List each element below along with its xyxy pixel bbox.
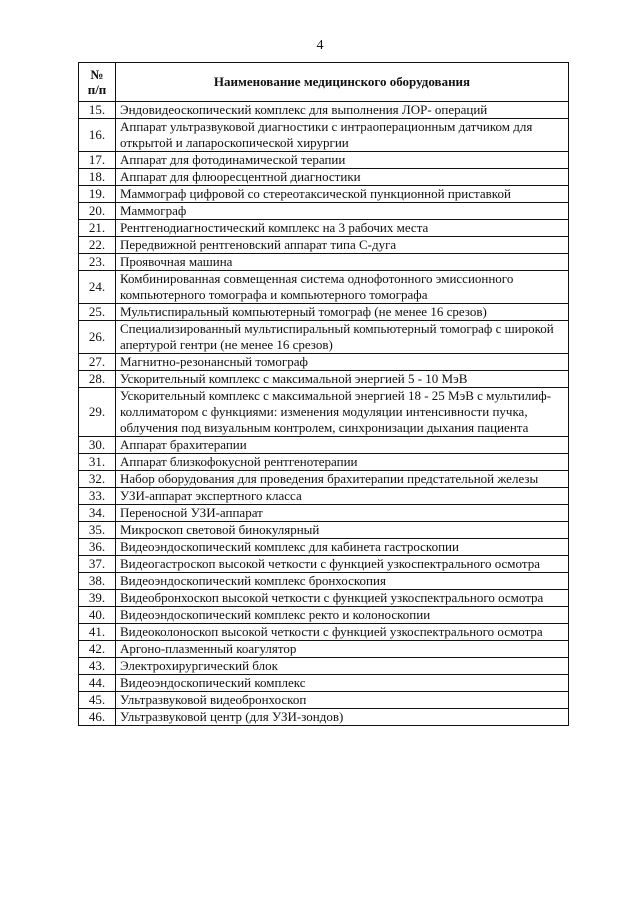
table-row <box>79 454 569 471</box>
row-number: 22. <box>79 237 116 254</box>
equipment-name: Ультразвуковой центр (для УЗИ-зондов) <box>116 709 569 726</box>
row-number: 23. <box>79 254 116 271</box>
equipment-name: Мультиспиральный компьютерный томограф (не менее 16 срезов) <box>116 304 569 321</box>
equipment-name: Аппарат для флюоресцентной диагностики <box>116 169 569 186</box>
table-row <box>79 641 569 658</box>
equipment-name: Видеобронхоскоп высокой четкости с функцией узкоспектрального осмотра <box>116 590 569 607</box>
equipment-name: Специализированный мультиспиральный компьютерный томограф с широкой апертурой гентри (не менее 16 срезов) <box>116 321 569 354</box>
equipment-name: Видеогастроскоп высокой четкости с функцией узкоспектрального осмотра <box>116 556 569 573</box>
equipment-name: Видеоэндоскопический комплекс ректо и колоноскопии <box>116 607 569 624</box>
row-number: 32. <box>79 471 116 488</box>
equipment-name: Видеоэндоскопический комплекс бронхоскопия <box>116 573 569 590</box>
table-row <box>79 437 569 454</box>
table-row <box>79 624 569 641</box>
row-number: 17. <box>79 152 116 169</box>
table-row <box>79 590 569 607</box>
table-row <box>79 607 569 624</box>
row-number: 36. <box>79 539 116 556</box>
table-row <box>79 220 569 237</box>
table-row <box>79 304 569 321</box>
table-row <box>79 354 569 371</box>
equipment-name: Видеоколоноскоп высокой четкости с функцией узкоспектрального осмотра <box>116 624 569 641</box>
table-row <box>79 658 569 675</box>
row-number: 44. <box>79 675 116 692</box>
equipment-name: Рентгенодиагностический комплекс на 3 рабочих места <box>116 220 569 237</box>
equipment-name: УЗИ-аппарат экспертного класса <box>116 488 569 505</box>
table-header-row <box>79 63 569 102</box>
row-number: 25. <box>79 304 116 321</box>
table-row <box>79 675 569 692</box>
header-number-sign: № <box>90 67 104 82</box>
equipment-name: Ускорительный комплекс с максимальной энергией 18 - 25 МэВ с мультилиф-коллиматором с функциями: изменения модуляции интенсивности пучка, облучения под визуальным контролем, синхронизации дыхания пациента <box>116 388 569 437</box>
table-body <box>79 102 569 726</box>
equipment-name: Ускорительный комплекс с максимальной энергией 5 - 10 МэВ <box>116 371 569 388</box>
table-row <box>79 488 569 505</box>
equipment-table <box>78 62 569 726</box>
row-number: 26. <box>79 321 116 354</box>
row-number: 34. <box>79 505 116 522</box>
table-row <box>79 271 569 304</box>
table-row <box>79 203 569 220</box>
row-number: 27. <box>79 354 116 371</box>
table-row <box>79 321 569 354</box>
equipment-name: Микроскоп световой бинокулярный <box>116 522 569 539</box>
table-row <box>79 709 569 726</box>
equipment-name: Ультразвуковой видеобронхоскоп <box>116 692 569 709</box>
table-row <box>79 119 569 152</box>
table-row <box>79 471 569 488</box>
row-number: 19. <box>79 186 116 203</box>
table-row <box>79 237 569 254</box>
equipment-name: Маммограф <box>116 203 569 220</box>
equipment-name: Аппарат брахитерапии <box>116 437 569 454</box>
header-number <box>79 63 116 102</box>
row-number: 37. <box>79 556 116 573</box>
row-number: 28. <box>79 371 116 388</box>
table-row <box>79 186 569 203</box>
equipment-name: Проявочная машина <box>116 254 569 271</box>
row-number: 30. <box>79 437 116 454</box>
row-number: 33. <box>79 488 116 505</box>
row-number: 40. <box>79 607 116 624</box>
row-number: 42. <box>79 641 116 658</box>
row-number: 31. <box>79 454 116 471</box>
equipment-name: Аппарат ультразвуковой диагностики с интраоперационным датчиком для открытой и лапароскопической хирургии <box>116 119 569 152</box>
table-row <box>79 539 569 556</box>
table-row <box>79 169 569 186</box>
header-name: Наименование медицинского оборудования <box>116 63 569 102</box>
equipment-name: Электрохирургический блок <box>116 658 569 675</box>
row-number: 21. <box>79 220 116 237</box>
row-number: 39. <box>79 590 116 607</box>
row-number: 24. <box>79 271 116 304</box>
header-number-abbr: п/п <box>87 82 107 97</box>
table-row <box>79 505 569 522</box>
row-number: 20. <box>79 203 116 220</box>
equipment-name: Эндовидеоскопический комплекс для выполнения ЛОР- операций <box>116 102 569 119</box>
equipment-name: Переносной УЗИ-аппарат <box>116 505 569 522</box>
table-row <box>79 152 569 169</box>
row-number: 29. <box>79 388 116 437</box>
table-row <box>79 556 569 573</box>
equipment-name: Магнитно-резонансный томограф <box>116 354 569 371</box>
equipment-name: Набор оборудования для проведения брахитерапии предстательной железы <box>116 471 569 488</box>
table-row <box>79 388 569 437</box>
equipment-name: Видеоэндоскопический комплекс <box>116 675 569 692</box>
row-number: 45. <box>79 692 116 709</box>
equipment-name: Комбинированная совмещенная система однофотонного эмиссионного компьютерного томографа и компьютерного томографа <box>116 271 569 304</box>
page-number: 4 <box>316 38 324 53</box>
row-number: 41. <box>79 624 116 641</box>
equipment-name: Аппарат близкофокусной рентгенотерапии <box>116 454 569 471</box>
equipment-name: Видеоэндоскопический комплекс для кабинета гастроскопии <box>116 539 569 556</box>
equipment-name: Маммограф цифровой со стереотаксической пункционной приставкой <box>116 186 569 203</box>
row-number: 18. <box>79 169 116 186</box>
row-number: 38. <box>79 573 116 590</box>
row-number: 46. <box>79 709 116 726</box>
row-number: 15. <box>79 102 116 119</box>
equipment-name: Аппарат для фотодинамической терапии <box>116 152 569 169</box>
table-row <box>79 522 569 539</box>
row-number: 35. <box>79 522 116 539</box>
table-row <box>79 692 569 709</box>
table-row <box>79 371 569 388</box>
table-row <box>79 102 569 119</box>
equipment-name: Аргоно-плазменный коагулятор <box>116 641 569 658</box>
table-row <box>79 573 569 590</box>
row-number: 43. <box>79 658 116 675</box>
table-row <box>79 254 569 271</box>
equipment-name: Передвижной рентгеновский аппарат типа С-дуга <box>116 237 569 254</box>
row-number: 16. <box>79 119 116 152</box>
